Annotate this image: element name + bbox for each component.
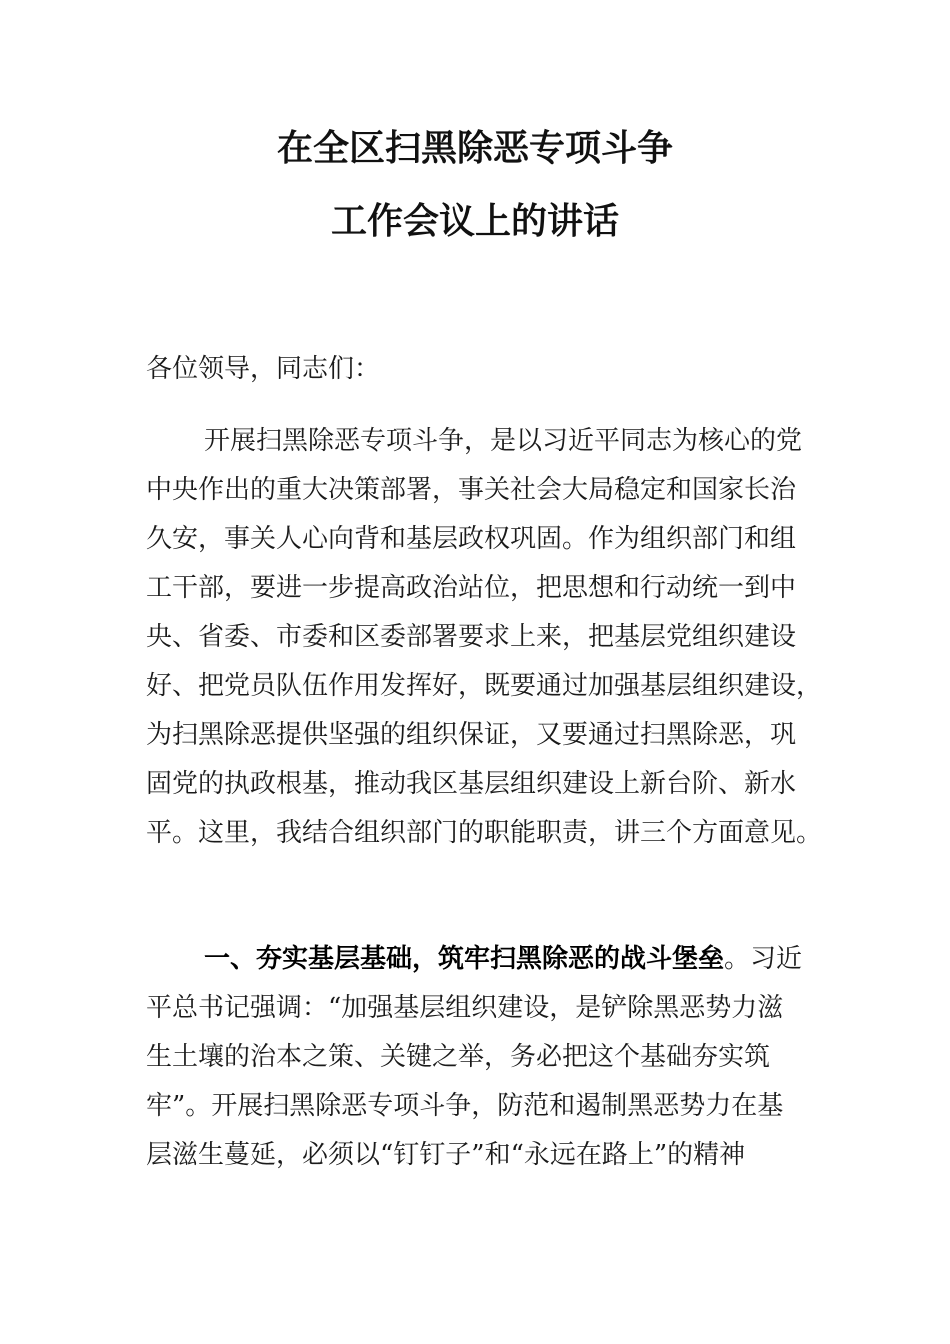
section-1-heading-tail: 。习近 — [724, 944, 803, 974]
salutation: 各位领导，同志们： — [146, 354, 381, 384]
paragraph-1-line-7: 为扫黑除恶提供坚强的组织保证，又要通过扫黑除恶，巩 — [146, 720, 797, 750]
paragraph-1-line-5: 央、省委、市委和区委部署要求上来，把基层党组织建设 — [146, 622, 797, 652]
paragraph-1-line-9: 平。这里，我结合组织部门的职能职责，讲三个方面意见。 — [146, 818, 823, 848]
document-title-line-1: 在全区扫黑除恶专项斗争 — [276, 127, 673, 169]
paragraph-1-line-6: 好、把党员队伍作用发挥好，既要通过加强基层组织建设， — [146, 671, 823, 701]
paragraph-1-line-8: 固党的执政根基，推动我区基层组织建设上新台阶、新水 — [146, 769, 797, 799]
section-1-line-3: 生土壤的治本之策、关键之举，务必把这个基础夯实筑 — [146, 1042, 771, 1072]
paragraph-1-line-1: 开展扫黑除恶专项斗争，是以习近平同志为核心的党 — [204, 426, 803, 456]
paragraph-1-line-3: 久安，事关人心向背和基层政权巩固。作为组织部门和组 — [146, 524, 797, 554]
document-title-line-2: 工作会议上的讲话 — [330, 200, 619, 242]
paragraph-1-line-2: 中央作出的重大决策部署，事关社会大局稳定和国家长治 — [146, 475, 797, 505]
section-1-line-2: 平总书记强调：“加强基层组织建设，是铲除黑恶势力滋 — [146, 993, 784, 1023]
section-1-line-5: 层滋生蔓延，必须以“钉钉子”和“永远在路上”的精神 — [146, 1140, 746, 1170]
section-1-line-4: 牢”。开展扫黑除恶专项斗争，防范和遏制黑恶势力在基 — [146, 1091, 784, 1121]
section-1-first-line — [204, 942, 864, 976]
paragraph-1-line-4: 工干部，要进一步提高政治站位，把思想和行动统一到中 — [146, 573, 797, 603]
section-1-heading: 一、夯实基层基础，筑牢扫黑除恶的战斗堡垒 — [204, 944, 725, 974]
